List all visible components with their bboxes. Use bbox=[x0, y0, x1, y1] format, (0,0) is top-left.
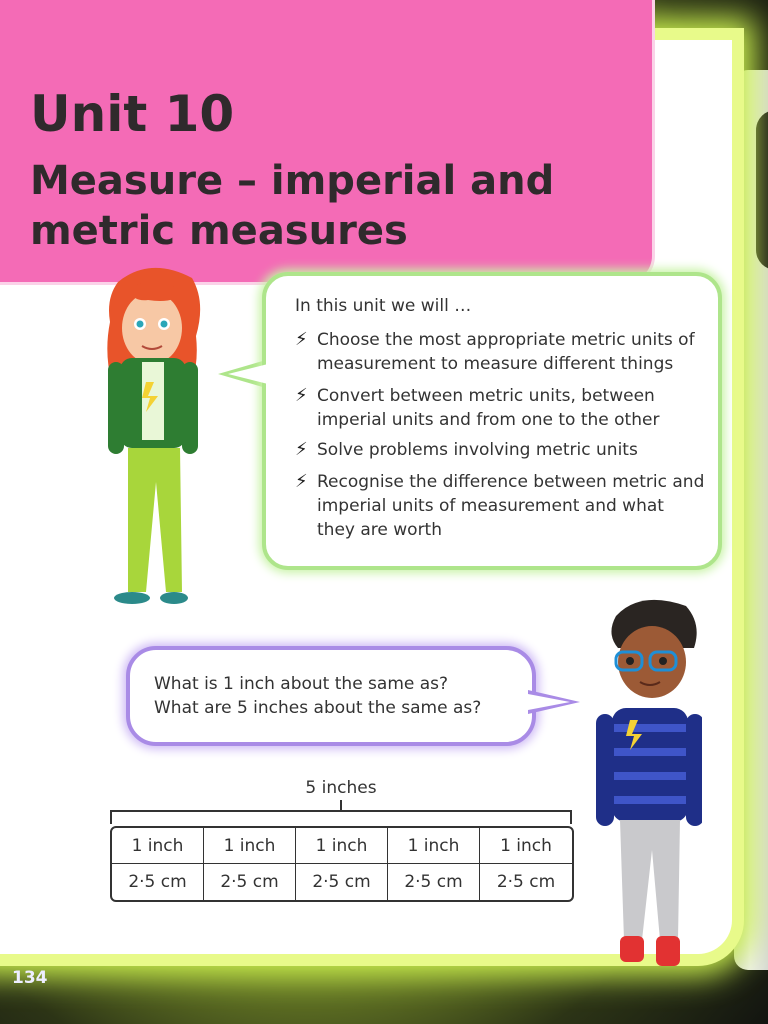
bar-cell-cm: 2·5 cm bbox=[204, 864, 296, 900]
bar-cell-inch: 1 inch bbox=[112, 828, 204, 864]
objectives-intro: In this unit we will … bbox=[295, 296, 472, 316]
speech-bubble-tail-inner bbox=[528, 694, 570, 710]
page-number: 134 bbox=[12, 968, 48, 988]
bar-cell-inch: 1 inch bbox=[480, 828, 572, 864]
lightning-bolt-icon: ⚡ bbox=[295, 329, 308, 350]
objective-text: Convert between metric units, between imperial units and from one to the other bbox=[317, 386, 660, 430]
objective-item bbox=[295, 328, 705, 376]
speech-bubble-tail-inner bbox=[228, 364, 268, 384]
objective-text: Solve problems involving metric units bbox=[317, 440, 638, 460]
bar-model bbox=[110, 826, 574, 902]
bar-cell-cm: 2·5 cm bbox=[112, 864, 204, 900]
bar-model-total-label: 5 inches bbox=[305, 778, 377, 798]
question-line-1: What is 1 inch about the same as? bbox=[154, 674, 449, 694]
unit-title: Measure – imperial and metric measures bbox=[30, 158, 555, 254]
unit-header bbox=[0, 0, 652, 282]
question-line-2: What are 5 inches about the same as? bbox=[154, 698, 482, 718]
question-speech-bubble bbox=[126, 646, 536, 746]
bar-cell-cm: 2·5 cm bbox=[496, 872, 556, 892]
boy-illustration bbox=[590, 590, 702, 980]
bar-cell-inch: 1 inch bbox=[296, 828, 388, 864]
bar-cell-cm: 2·5 cm bbox=[296, 864, 388, 900]
objective-text: Choose the most appropriate metric units of measurement to measure different things bbox=[317, 330, 695, 374]
bar-cell-cm: 2·5 cm bbox=[388, 864, 480, 900]
objective-item bbox=[295, 470, 705, 542]
bar-model-brace bbox=[110, 810, 572, 824]
objective-item bbox=[295, 384, 705, 432]
bar-cell-inch: 1 inch bbox=[204, 828, 296, 864]
girl-illustration bbox=[88, 262, 218, 618]
unit-label: Unit 10 bbox=[30, 85, 235, 143]
objective-text: Recognise the difference between metric and imperial units of measurement and what they are worth bbox=[317, 472, 705, 540]
lightning-bolt-icon: ⚡ bbox=[295, 471, 308, 492]
bar-cell-inch: 1 inch bbox=[388, 828, 480, 864]
lightning-bolt-icon: ⚡ bbox=[295, 439, 308, 460]
facing-page-illustration bbox=[756, 110, 768, 270]
objective-item bbox=[295, 438, 705, 462]
lightning-bolt-icon: ⚡ bbox=[295, 385, 308, 406]
